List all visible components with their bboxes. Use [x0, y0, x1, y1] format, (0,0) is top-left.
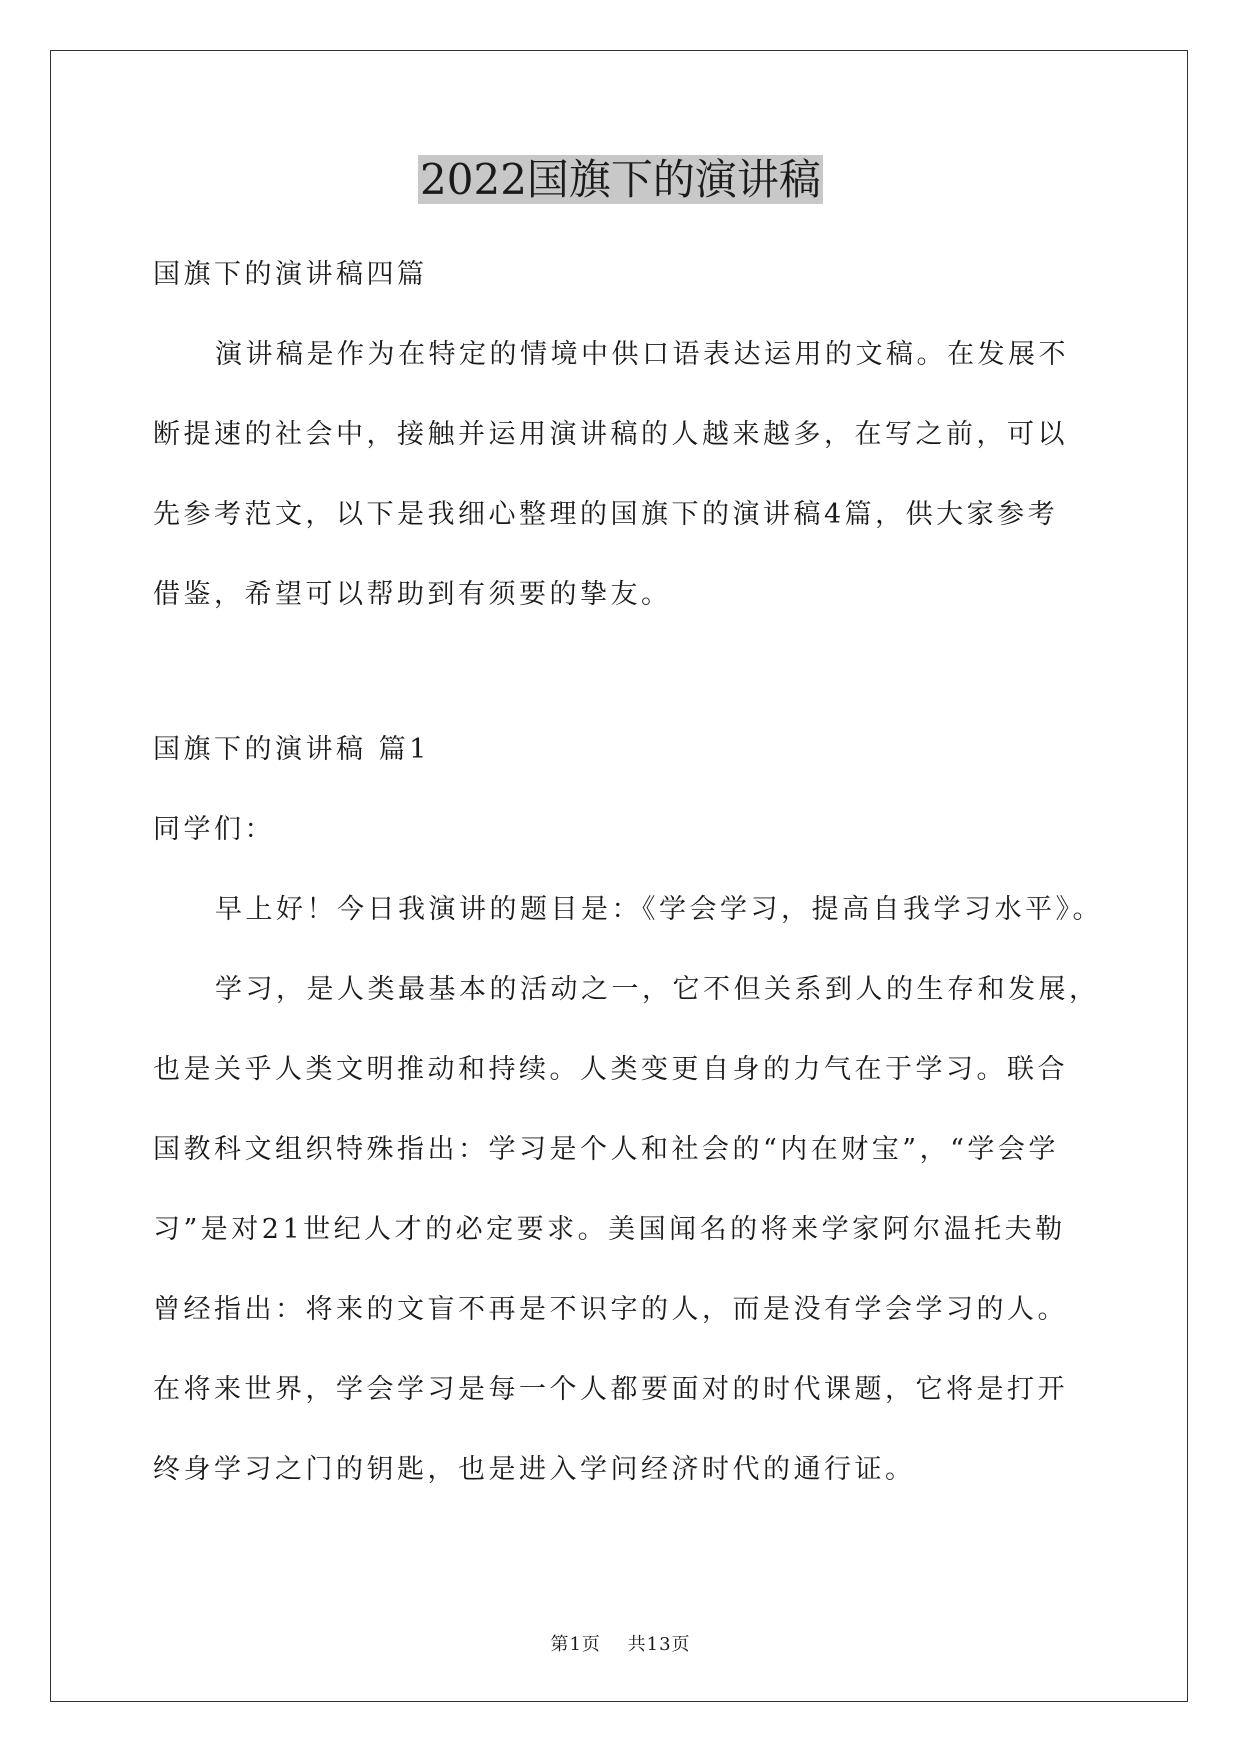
section-heading: 国旗下的演讲稿 篇1 — [153, 734, 430, 765]
body-line: 终身学习之门的钥匙，也是进入学问经济时代的通行证。 — [153, 1454, 916, 1485]
page-number: 第1页 — [550, 1634, 601, 1655]
body-paragraph-1: 早上好！今日我演讲的题目是：《学会学习，提高自我学习水平》。 — [215, 894, 1103, 925]
intro-line: 演讲稿是作为在特定的情境中供口语表达运用的文稿。在发展不 — [215, 339, 1069, 370]
intro-paragraph — [153, 315, 1098, 635]
document-title — [0, 155, 1241, 205]
intro-line: 借鉴，希望可以帮助到有须要的挚友。 — [153, 579, 672, 610]
body-paragraph-2 — [153, 950, 1098, 1510]
greeting: 同学们： — [153, 814, 275, 845]
document-body — [153, 235, 1103, 1510]
body-line: 学习，是人类最基本的活动之一，它不但关系到人的生存和发展， — [215, 974, 1100, 1005]
section-spacer — [153, 635, 1098, 710]
body-line: 国教科文组织特殊指出：学习是个人和社会的“内在财宝”，“学会学 — [153, 1134, 1059, 1165]
body-line: 习”是对21世纪人才的必定要求。美国闻名的将来学家阿尔温托夫勒 — [153, 1214, 1066, 1245]
page-footer — [0, 1630, 1241, 1656]
subtitle: 国旗下的演讲稿四篇 — [153, 259, 428, 290]
document-title-text: 2022国旗下的演讲稿 — [420, 155, 821, 204]
body-line: 也是关乎人类文明推动和持续。人类变更自身的力气在于学习。联合 — [153, 1054, 1068, 1085]
body-line: 曾经指出：将来的文盲不再是不识字的人，而是没有学会学习的人。 — [153, 1294, 1068, 1325]
page-total: 共13页 — [627, 1634, 691, 1655]
intro-line: 断提速的社会中，接触并运用演讲稿的人越来越多，在写之前，可以 — [153, 419, 1068, 450]
body-line: 在将来世界，学会学习是每一个人都要面对的时代课题，它将是打开 — [153, 1374, 1068, 1405]
intro-line: 先参考范文，以下是我细心整理的国旗下的演讲稿4篇，供大家参考 — [153, 499, 1059, 530]
